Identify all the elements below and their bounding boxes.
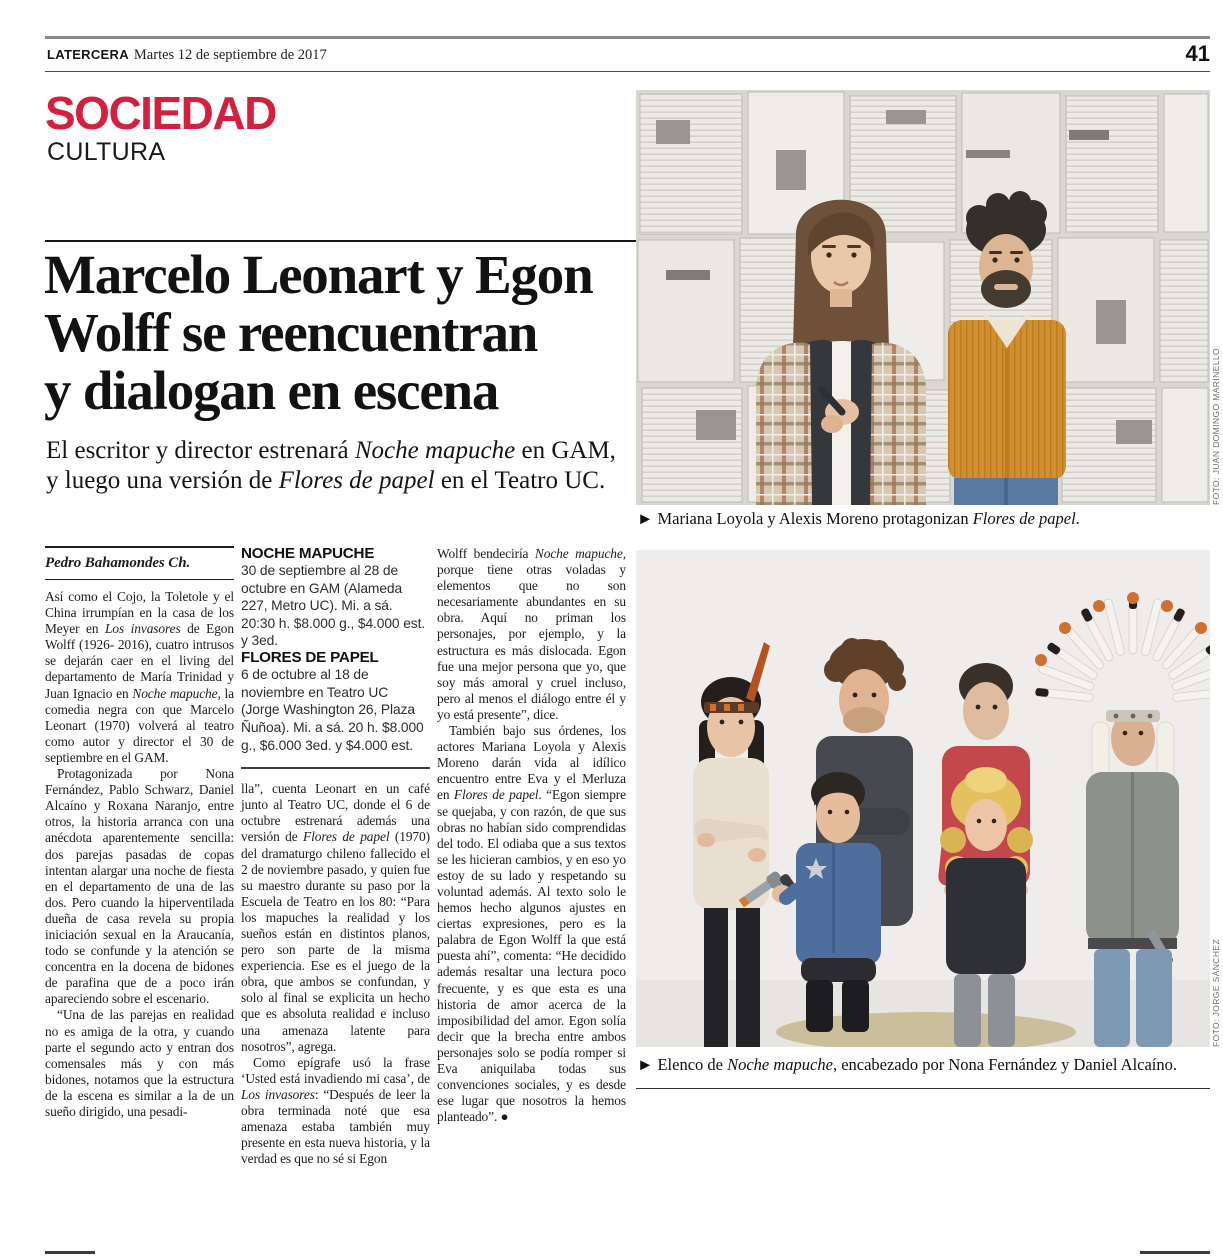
- photo-credit: FOTO: JORGE SÁNCHEZ: [1211, 938, 1221, 1047]
- section-kicker: SOCIEDAD: [45, 87, 276, 139]
- headline: [44, 246, 644, 420]
- masthead: [47, 46, 327, 64]
- headline-line: Marcelo Leonart y Egon: [44, 244, 593, 305]
- body-paragraph: Protagonizada por Nona Fernández, Pablo Schwarz, Daniel Alcaíno y Roxana Naranjo, entre otros, la historia arranca con una anécdota aparentemente sencilla: dos parejas pasadas de copas intentan alargar una noche de fiesta en el departamento de una de las dos. Pero cuando la hiperventilada dueña de casa revela su propia iniciación sexual en la Araucanía, todo se confunde y la atención se concentra en la docena de bidones de parafina que de a poco irán apareciendo sobre el escenario.: [45, 766, 234, 1007]
- infobox-show-details: 30 de septiembre al 28 de octubre en GAM (Alameda 227, Metro UC). Mi. a sá. 20:30 h. $8.000 g., $4.000 est. y 3ed.: [241, 563, 426, 649]
- dek-line: y luego una versión de Flores de papel en el Teatro UC.: [46, 466, 606, 494]
- bottom-rule-fragment: [1140, 1251, 1210, 1254]
- photo-caption: ► Elenco de Noche mapuche, encabezado por Nona Fernández y Daniel Alcaíno.: [637, 1055, 1178, 1074]
- headline-rule: [45, 240, 638, 242]
- infobox-show-details: 6 de octubre al 18 de noviembre en Teatro UC (Jorge Washington 26, Plaza Ñuñoa). Mi. a sá. 20 h. $8.000 g., $6.000 3ed. y $4.000 est.: [241, 667, 424, 753]
- edition-date: Martes 12 de septiembre de 2017: [133, 47, 327, 63]
- dek-line: El escritor y director estrenará Noche mapuche en GAM,: [46, 437, 616, 464]
- brand-logo: LATERCERA: [47, 47, 129, 62]
- article-column-2: [241, 546, 430, 1167]
- body-paragraph: Así como el Cojo, la Toletole y el China irrumpían en la casa de los Meyer en Los invasores de Egon Wolff (1926- 2016), cuatro intrusos se dejarán caer en el living del departamento de María Trinidad y Juan Ignacio en Noche mapuche, la comedia negra con que Marcelo Leonart (1970) volverá al teatro como autor y director el 30 de septiembre en el GAM.: [45, 589, 234, 765]
- top-rule: [45, 36, 1210, 39]
- caption-rule: [636, 1088, 1210, 1089]
- body-paragraph: “Una de las parejas en realidad no es amiga de la otra, y cuando parte el segundo acto y entran dos comensales más y con más bidones, notamos que la estructura de la escena es similar a la de un sueño dirigido, una pesadi-: [45, 1007, 234, 1119]
- article-column-1: [45, 546, 234, 1120]
- showtimes-infobox: [241, 546, 430, 769]
- dek: [46, 436, 640, 495]
- bottom-rule-fragment: [45, 1251, 95, 1254]
- body-paragraph: Como epígrafe usó la frase ‘Usted está invadiendo mi casa’, de Los invasores: “Después de leer la obra terminada noté que esa amenaza estaba también muy presente en esta nueva historia, y la verdad es que no sé si Egon: [241, 1054, 430, 1167]
- photo-flores-illustration: [636, 90, 1210, 505]
- infobox-show-title: FLORES DE PAPEL: [241, 649, 379, 667]
- headline-line: Wolff se reencuentran: [44, 302, 538, 363]
- byline: Pedro Bahamondes Ch.: [45, 546, 234, 580]
- photo-credit: FOTO: JUAN DOMINGO MARINELLO: [1211, 348, 1221, 505]
- masthead-rule: [45, 71, 1210, 72]
- infobox-show-title: NOCHE MAPUCHE: [241, 545, 375, 562]
- section-subkicker: CULTURA: [47, 138, 166, 166]
- page-number: 41: [1185, 41, 1210, 66]
- photo-flores-de-papel: [636, 90, 1210, 505]
- photo-noche-mapuche: [636, 550, 1210, 1047]
- body-paragraph: lla”, cuenta Leonart en un café junto al Teatro UC, donde el 6 de octubre estrenará además una versión de Flores de papel (1970) del dramaturgo chileno fallecido el 2 de noviembre pasado, y quien fue su maestro durante su paso por la Escuela de Teatro en los 80: “Para los mapuches la realidad y los sueños están en distintos planos, pero son parte de la misma experiencia. Ese es el juego de la obra, que ambos se confundan, y solo al final se explicita un hecho que es absoluta realidad e incluso una amenaza latente para nosotros”, agrega.: [241, 781, 430, 1054]
- body-paragraph: Wolff bendeciría Noche mapuche, porque tiene otras voladas y elementos que no son necesariamente abundantes en su obra. Aquí no priman los personajes, por ejemplo, y la estructura es más dislocada. Egon fue una mejor persona que yo, que soy más amoral y cruel incluso, pero al menos el diálogo entre él y yo está presente”, dice.: [437, 546, 626, 722]
- headline-line: y dialogan en escena: [44, 360, 499, 421]
- article-column-3: [437, 546, 626, 1125]
- photo-caption: ► Mariana Loyola y Alexis Moreno protagonizan Flores de papel.: [637, 509, 1080, 528]
- body-paragraph: También bajo sus órdenes, los actores Mariana Loyola y Alexis Moreno darán vida al idílico encuentro entre Eva y el Merluza en Flores de papel. “Egon siempre se quejaba, y con razón, de que sus obras no habían sido comprendidas del todo. El odiaba que a sus textos se les hicieran cambios, y en eso yo estoy de su lado y respetando su voluntad además. Al texto solo le hemos hecho algunos ajustes en ciertas expresiones, pero es la palabra de Egon Wolff la que está puesta ahí”, comenta: “He decidido además resaltar una lectura poco frecuente, y es que esta es una historia de amor acerca de la imposibilidad del amor. Egon solía decir que la brecha entre ambos personajes solo se podía romper si Eva aniquilaba todas sus convenciones sociales, y es desde ese lugar que nosotros la hemos planteado”. ●: [437, 723, 627, 1125]
- photo-noche-illustration: [636, 550, 1210, 1047]
